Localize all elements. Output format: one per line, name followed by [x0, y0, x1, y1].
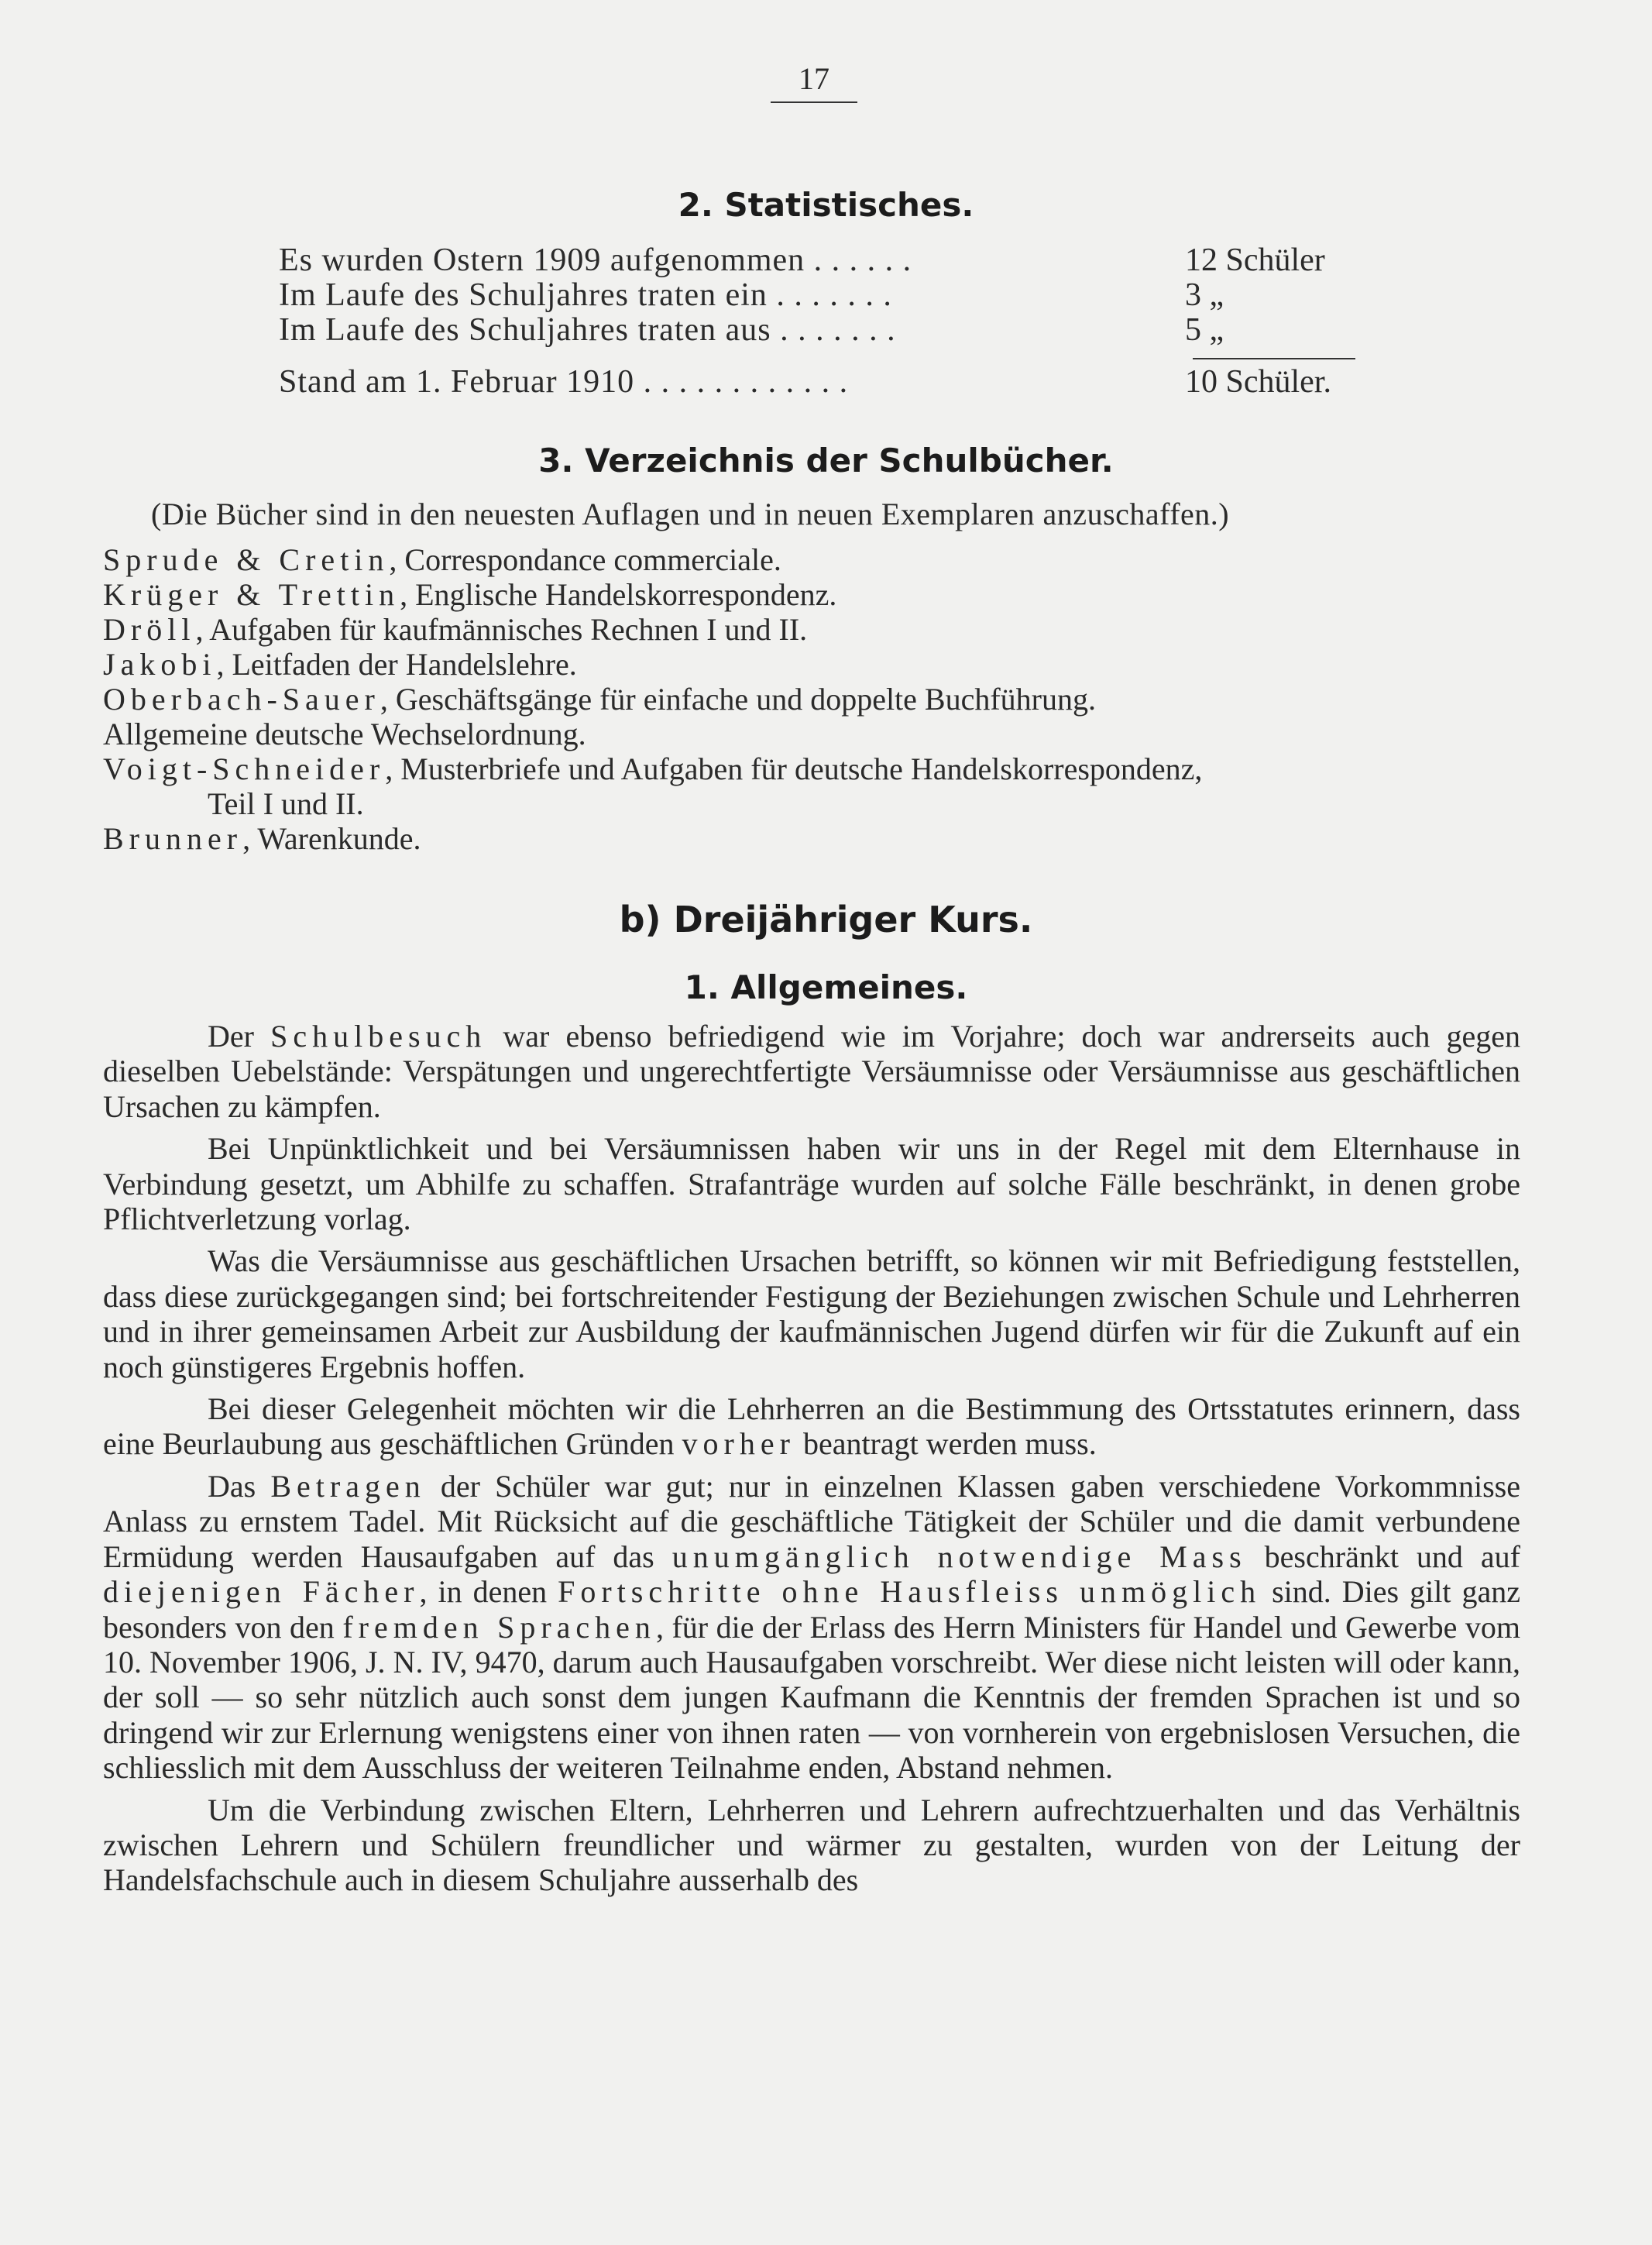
- stats-row: [279, 277, 1363, 311]
- stats-row-label: Im Laufe des Schuljahres traten aus . . . . . . .: [279, 312, 896, 348]
- stats-row-label: Es wurden Ostern 1909 aufgenommen . . . . . .: [279, 242, 912, 278]
- text-run: , für die der Erlass des Herrn Ministers für Handel und Gewerbe vom 10. November 1906, J. N. IV, 9470, darum auch Hausaufgaben vorschreibt. Wer diese nicht leisten will oder kann, der soll — so sehr nützlich auch sonst dem jungen Kaufmann die Kenntnis der fremden Sprachen ist und so dringend wir zur Erlernung wenigstens einer von ihnen raten — von vornherein von ergebnislosen Versuchen, die schliesslich mit dem Ausschluss der weiteren Teilnahme enden, Abstand nehmen.: [103, 1609, 1520, 1786]
- book-title: , Leitfaden der Handelslehre.: [216, 647, 577, 682]
- paragraph-conduct: [103, 1469, 1520, 1786]
- list-item: [103, 542, 1520, 577]
- list-item: [103, 821, 1520, 856]
- list-item: [103, 612, 1520, 647]
- text-run: beantragt werden muss.: [795, 1426, 1097, 1462]
- course-heading: b) Dreijähriger Kurs.: [619, 899, 1033, 940]
- stats-row-value: 5 „: [1185, 312, 1224, 348]
- spaced-emphasis: Schulbesuch: [270, 1019, 487, 1054]
- text-run: Bei dieser Gelegenheit möchten wir die Lehrherren an die Bestimmung des Ortsstatutes erinnern, dass eine Beurlaubung aus geschäftlichen Gründen: [103, 1391, 1520, 1462]
- book-title: , Geschäftsgänge für einfache und doppelte Buchführung.: [380, 682, 1096, 717]
- book-title: Teil I und II.: [208, 786, 364, 821]
- schoolbooks-heading: 3. Verzeichnis der Schulbücher.: [538, 442, 1114, 480]
- stats-total-label: Stand am 1. Februar 1910 . . . . . . . . . . . .: [279, 364, 849, 400]
- book-author: Brunner: [103, 821, 243, 856]
- list-item: [103, 682, 1520, 717]
- paragraph-attendance: [103, 1019, 1520, 1124]
- book-title: , Correspondance commerciale.: [389, 542, 781, 577]
- spaced-emphasis: fremden Sprachen: [342, 1609, 656, 1645]
- stats-row: [279, 242, 1363, 277]
- book-author: Jakobi: [103, 647, 217, 682]
- book-title: , Warenkunde.: [242, 821, 421, 856]
- stats-row: [279, 311, 1363, 346]
- stats-total-value: 10 Schüler.: [1185, 364, 1331, 400]
- paragraph-absences: Was die Versäumnisse aus geschäftlichen Ursachen betrifft, so können wir mit Befriedigung feststellen, dass diese zurückgegangen sind; bei fortschreitender Festigung der Beziehungen zwischen Schule und Lehrherren und in ihrer gemeinsamen Arbeit zur Ausbildung der kaufmännischen Jugend dürfen wir für die Zukunft auf ein noch günstigeres Ergebnis hoffen.: [103, 1243, 1520, 1384]
- stats-row-label: Im Laufe des Schuljahres traten ein . . . . . . .: [279, 277, 892, 313]
- paragraph-punctuality: Bei Unpünktlichkeit und bei Versäumnissen haben wir uns in der Regel mit dem Elternhause in Verbindung gesetzt, um Abhilfe zu schaffen. Strafanträge wurden auf solche Fälle beschränkt, in denen grobe Pflichtverletzung vorlag.: [103, 1131, 1520, 1237]
- spaced-emphasis: diejenigen Fächer: [103, 1574, 420, 1610]
- book-title: , Musterbriefe und Aufgaben für deutsche Handelskorrespondenz,: [385, 751, 1203, 786]
- text-run: Das: [208, 1468, 271, 1504]
- text-run: sind. Dies gilt ganz besonders von den: [103, 1574, 1520, 1645]
- book-author: Sprude & Cretin: [103, 542, 390, 577]
- book-title: Allgemeine deutsche Wechselordnung.: [103, 717, 586, 751]
- statistics-table: [279, 242, 1363, 398]
- book-author: Voigt-Schneider: [103, 751, 386, 786]
- schoolbooks-intro: (Die Bücher sind in den neuesten Auflagen und in neuen Exemplaren anzuschaffen.): [151, 497, 1230, 531]
- spaced-emphasis: unumgänglich notwendige Mass: [671, 1538, 1247, 1574]
- text-run: beschränkt und auf: [1246, 1538, 1520, 1574]
- stats-row-value: 12 Schüler: [1185, 242, 1325, 278]
- list-item: [103, 717, 1520, 751]
- schoolbook-list: [103, 542, 1520, 856]
- text-run: Der: [208, 1019, 271, 1054]
- text-run: , in denen: [419, 1574, 558, 1610]
- sum-rule: [1193, 358, 1355, 359]
- list-item: [103, 577, 1520, 612]
- paragraph-leave: [103, 1391, 1520, 1462]
- book-author: Krüger & Trettin: [103, 577, 400, 612]
- book-title: , Englische Handelskorrespondenz.: [400, 577, 837, 612]
- stats-row-value: 3 „: [1185, 277, 1224, 313]
- statistics-heading: 2. Statistisches.: [678, 186, 974, 224]
- body-text: [103, 1019, 1520, 1905]
- spaced-emphasis: Betragen: [270, 1468, 426, 1504]
- stats-total-row: [279, 363, 1363, 398]
- spaced-emphasis: Fortschritte ohne Hausfleiss unmöglich: [558, 1574, 1262, 1610]
- book-author: Dröll: [103, 612, 196, 647]
- text-run: der Schüler war gut; nur in einzelnen Klassen gaben verschiedene Vorkommnisse Anlass zu ernstem Tadel. Mit Rücksicht auf die geschäftliche Tätigkeit der Schüler und die damit verbundene Ermüdung werden Hausaufgaben auf das: [103, 1468, 1520, 1574]
- spaced-emphasis: vorher: [682, 1426, 795, 1462]
- paragraph-connection: Um die Verbindung zwischen Eltern, Lehrherren und Lehrern aufrechtzuerhalten und das Verhältnis zwischen Lehrern und Schülern freundlicher und wärmer zu gestalten, wurden von der Leitung der Handelsfachschule auch in diesem Schuljahre ausserhalb des: [103, 1792, 1520, 1898]
- book-author: Oberbach-Sauer: [103, 682, 380, 717]
- book-title: , Aufgaben für kaufmännisches Rechnen I und II.: [195, 612, 808, 647]
- general-subheading: 1. Allgemeines.: [684, 968, 968, 1006]
- list-item: [103, 647, 1520, 682]
- page-number: 17: [771, 60, 857, 103]
- list-item-continuation: [103, 786, 1520, 821]
- text-run: war ebenso befriedigend wie im Vorjahre; doch war andrerseits auch gegen dieselben Uebelstände: Verspätungen und ungerechtfertigte Versäumnisse oder Versäumnisse aus geschäftlichen Ursachen zu kämpfen.: [103, 1019, 1520, 1124]
- list-item: [103, 751, 1520, 786]
